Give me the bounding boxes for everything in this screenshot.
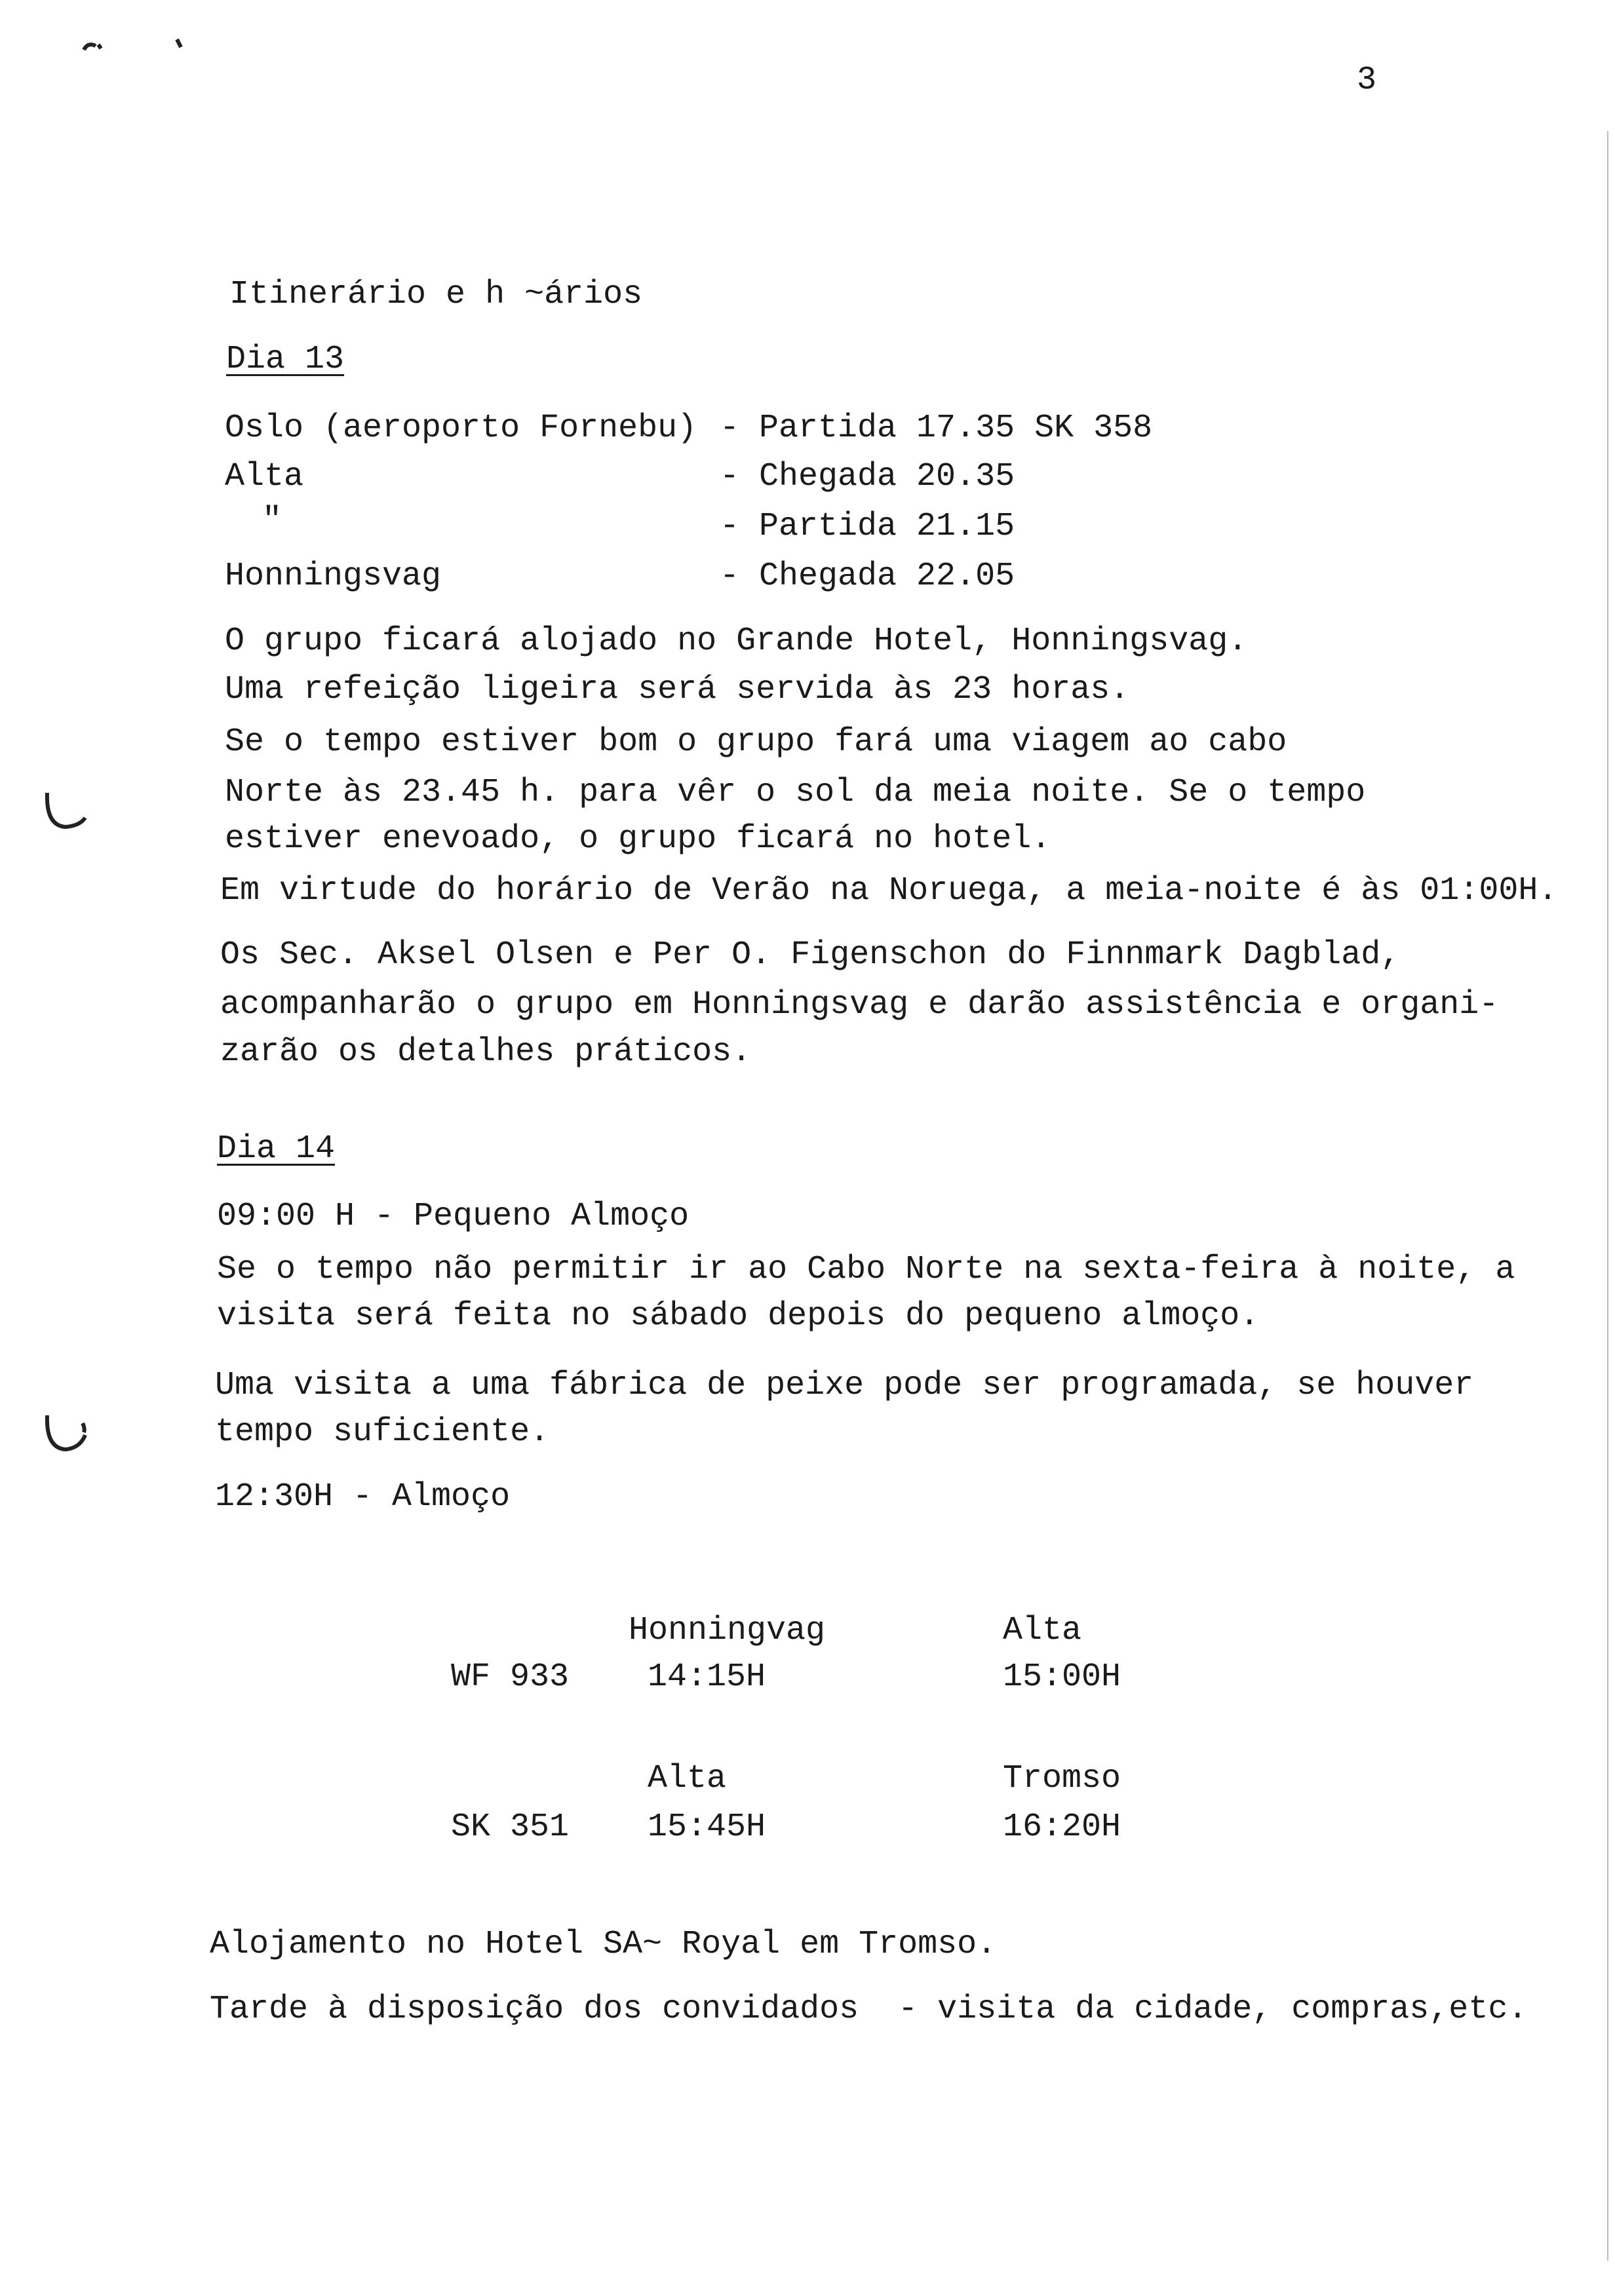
page-number: 3: [1357, 62, 1377, 99]
schedule-place: ": [262, 502, 282, 539]
paragraph-line: Se o tempo não permitir ir ao Cabo Norte na sexta-feira à noite, a: [217, 1251, 1515, 1288]
paragraph-line: Em virtude do horário de Verão na Noruega, a meia-noite é às 01:00H.: [220, 872, 1558, 909]
flight-to: Alta: [1003, 1612, 1082, 1649]
day14-heading: Dia 14: [217, 1130, 336, 1168]
schedule-event: - Chegada 22.05: [720, 558, 1015, 595]
schedule-place: Alta: [225, 458, 304, 495]
flight-from: Alta: [648, 1760, 727, 1797]
flight-arrival: 15:00H: [1003, 1658, 1121, 1696]
schedule-event: - Partida 17.35 SK 358: [720, 410, 1153, 447]
breakfast-line: 09:00 H - Pequeno Almoço: [217, 1198, 690, 1235]
paragraph-line: Os Sec. Aksel Olsen e Per O. Figenschon do Finnmark Dagblad,: [220, 936, 1401, 974]
punch-hole-mark: [39, 786, 92, 839]
day13-heading: Dia 13: [226, 341, 345, 378]
schedule-place: Honningsvag: [225, 558, 442, 595]
scan-speck: [79, 33, 197, 59]
paragraph-line: tempo suficiente.: [215, 1413, 550, 1451]
schedule-place: Oslo (aeroporto Fornebu): [225, 410, 697, 447]
lunch-line: 12:30H - Almoço: [215, 1478, 511, 1516]
flight-to: Tromso: [1003, 1760, 1121, 1797]
paragraph-line: estiver enevoado, o grupo ficará no hotel.: [225, 820, 1051, 858]
punch-hole-mark: [39, 1409, 92, 1461]
paragraph-line: zarão os detalhes práticos.: [220, 1033, 752, 1071]
flight-from: Honningvag: [629, 1612, 826, 1649]
flight-departure: 14:15H: [648, 1658, 766, 1696]
paragraph-line: Se o tempo estiver bom o grupo fará uma viagem ao cabo: [225, 723, 1287, 761]
document-title: Itinerário e h ~ários: [229, 276, 643, 313]
flight-number: WF 933: [451, 1658, 570, 1696]
afternoon-line: Tarde à disposição dos convidados - visita da cidade, compras,etc.: [210, 1991, 1528, 2028]
paragraph-line: Norte às 23.45 h. para vêr o sol da meia noite. Se o tempo: [225, 774, 1366, 811]
accommodation-line: Alojamento no Hotel SA~ Royal em Tromso.: [210, 1926, 997, 1963]
margin-edge-line: [1607, 131, 1608, 2261]
paragraph-line: visita será feita no sábado depois do pequeno almoço.: [217, 1297, 1260, 1335]
schedule-event: - Chegada 20.35: [720, 458, 1015, 495]
paragraph-line: Uma visita a uma fábrica de peixe pode ser programada, se houver: [215, 1367, 1474, 1404]
paragraph-line: O grupo ficará alojado no Grande Hotel, Honningsvag.: [225, 622, 1248, 660]
paragraph-line: Uma refeição ligeira será servida às 23 horas.: [225, 671, 1130, 708]
flight-departure: 15:45H: [648, 1808, 766, 1846]
paragraph-line: acompanharão o grupo em Honningsvag e darão assistência e organi-: [220, 986, 1499, 1024]
flight-number: SK 351: [451, 1808, 570, 1846]
schedule-event: - Partida 21.15: [720, 508, 1015, 545]
flight-arrival: 16:20H: [1003, 1808, 1121, 1846]
